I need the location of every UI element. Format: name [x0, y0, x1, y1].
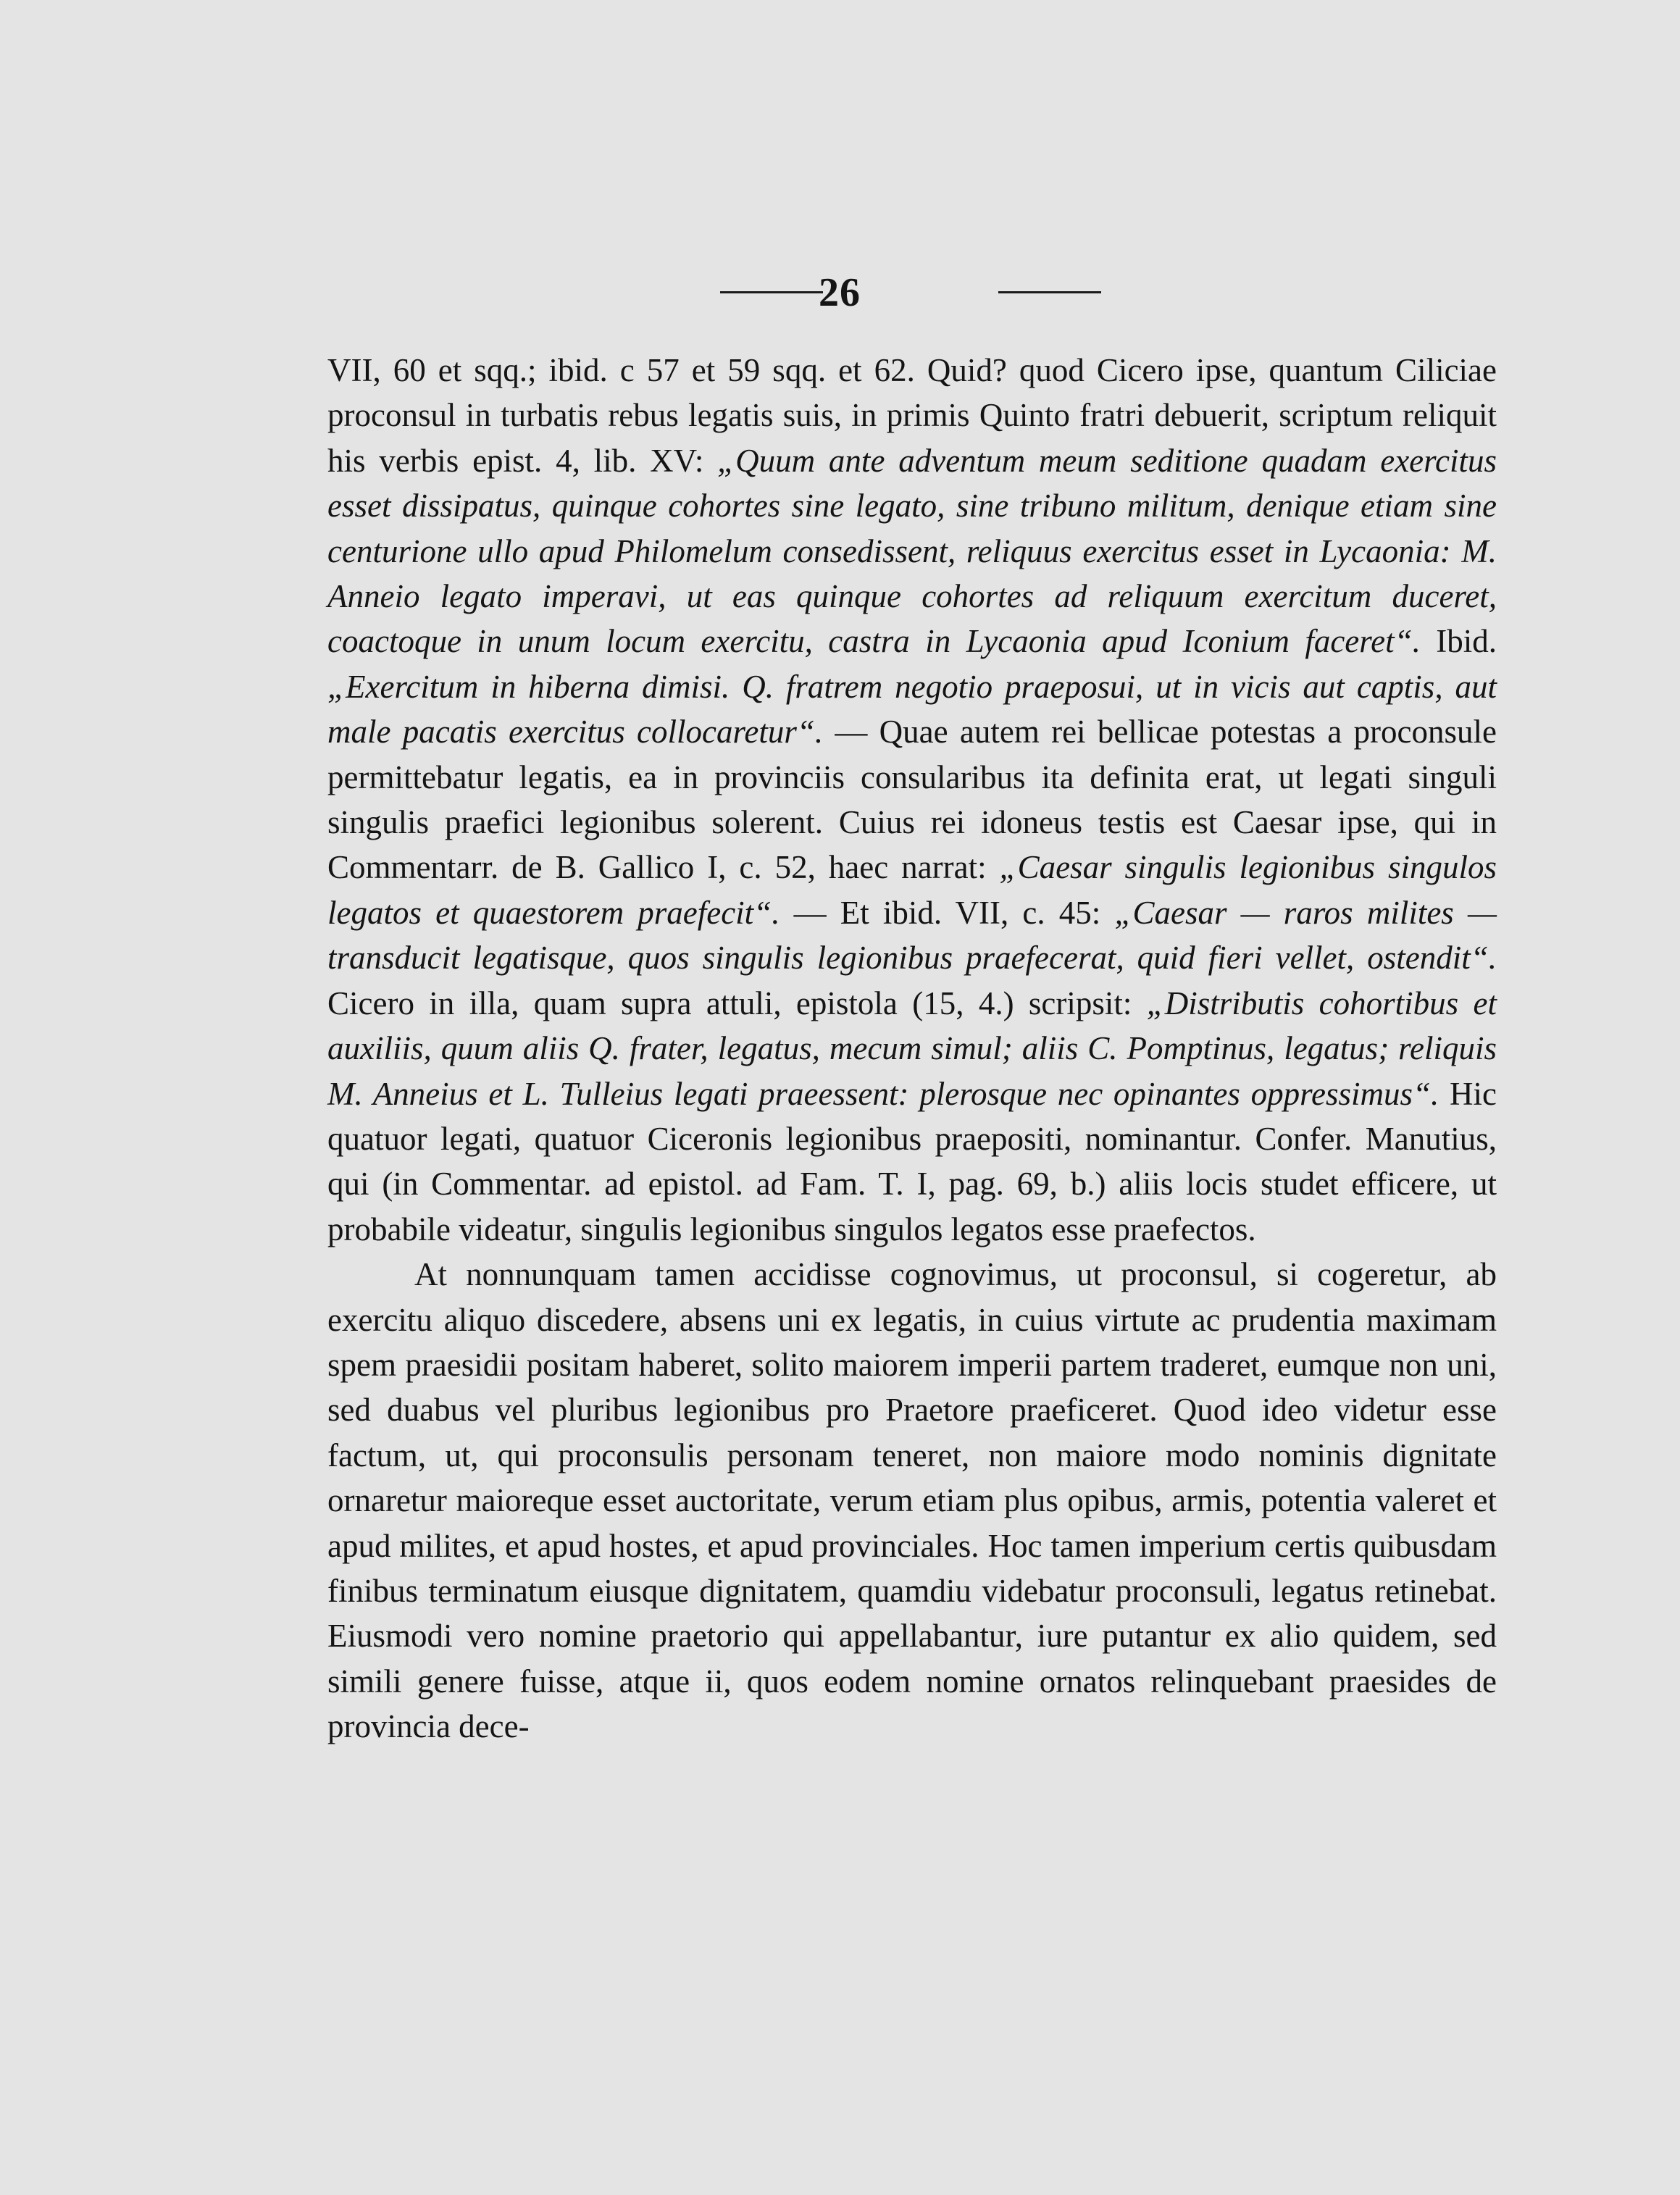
header-rule-right: [998, 291, 1101, 293]
paragraph-2: [327, 1252, 1497, 1749]
quote-epistula-ad-familiares: „Quum ante adventum meum seditione quadam exercitus esset dissipatus, quinque cohortes sine legato, sine tribuno militum, denique etiam sine centurione ullo apud Philomelum consedissent, reliquus exercitus esset in Lycaonia: M. Anneio legato imperavi, ut eas quinque cohortes ad reliquum exercitum duceret, coactoque in unum locum exercitu, castra in Lycaonia apud Iconium faceret“.: [327, 442, 1497, 660]
text-segment: VII, 60 et sqq.; ibid. c 57 et 59 sqq. et 62. Quid? quod Cicero ipse, quantum Ciliciae proconsul in turbatis rebus legatis suis, in primis Quinto fratri debuerit, scriptum reliquit his verbis epist. 4, lib. XV:: [327, 352, 1497, 479]
text-segment: Ibid.: [1420, 623, 1497, 660]
text-segment: — Et ibid. VII, c. 45:: [780, 894, 1115, 931]
paragraph-1: [327, 348, 1497, 1252]
header-rule-left: [720, 291, 823, 293]
quote-distributis-cohortibus: „Distributis cohortibus et auxiliis, quum aliis Q. frater, legatus, mecum simul; aliis C. Pomptinus, legatus; reliquis M. Anneius et L. Tulleius legati praeessent: plerosque nec opinantes oppressimus“.: [327, 984, 1497, 1112]
text-segment: — Quae autem rei bellicae potestas a proconsule permittebatur legatis, ea in provinciis consularibus ita definita erat, ut legati singuli singulis praefici legionibus solerent. Cuius rei idoneus testis est Caesar ipse, qui in Commentarr. de B. Gallico I, c. 52, haec narrat:: [327, 714, 1497, 886]
text-segment: Hic quatuor legati, quatuor Ciceronis legionibus praepositi, nominantur. Confer. Manutius, qui (in Commentar. ad epistol. ad Fam. T. I, pag. 69, b.) aliis locis studet efficere, ut probabile videatur, singulis legionibus singulos legatos esse praefectos.: [327, 1075, 1497, 1247]
quote-exercitum-in-hiberna: „Exercitum in hiberna dimisi. Q. fratrem negotio praeposui, ut in vicis aut captis, aut male pacatis exercitus collocaretur“.: [327, 668, 1497, 751]
body-text: [327, 348, 1497, 1749]
text-segment: At nonnunquam tamen accidisse cognovimus, ut proconsul, si cogeretur, ab exercitu aliquo discedere, absens uni ex legatis, in cuius virtute ac prudentia maximam spem praesidii positam haberet, solito maiorem imperii partem traderet, eumque non uni, sed duabus vel pluribus legionibus pro Praetore praeficeret. Quod ideo videtur esse factum, ut, qui proconsulis personam teneret, non maiore modo nominis dignitate ornaretur maioreque esset auctoritate, verum etiam plus opibus, armis, potentia valeret et apud milites, et apud hostes, et apud provinciales. Hoc tamen imperium certis quibusdam finibus terminatum eiusque dignitatem, quamdiu videbatur proconsuli, legatus retinebat. Eiusmodi vero nomine praetorio qui appellabantur, iure putantur ex alio quidem, sed simili genere fuisse, atque ii, quos eodem nomine ornatos relinquebant praesides de provincia dece-: [327, 1256, 1497, 1745]
page-number: 26: [819, 270, 861, 315]
text-segment: Cicero in illa, quam supra attuli, epistola (15, 4.) scripsit:: [327, 984, 1147, 1021]
quote-caesar-singulis-legionibus: „Caesar singulis legionibus singulos legatos et quaestorem praefecit“.: [327, 849, 1497, 931]
page-header: [0, 269, 1680, 320]
quote-caesar-raros-milites: „Caesar — raros milites — transducit legatisque, quos singulis legionibus praefecerat, quid fieri vellet, ostendit“.: [327, 894, 1497, 977]
